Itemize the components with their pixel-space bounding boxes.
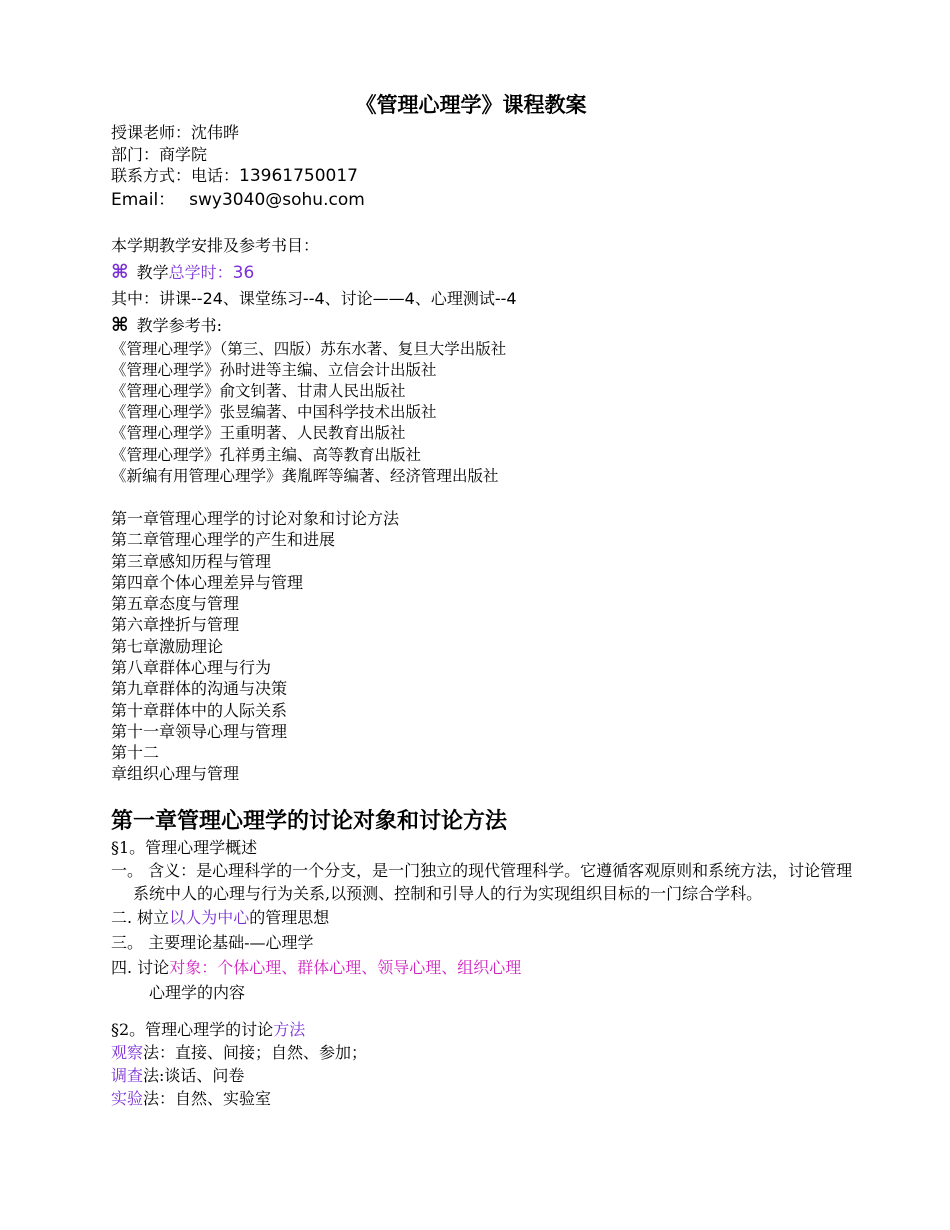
point-two-highlight: 以人为中心 [169, 907, 250, 927]
breakdown-rest: --24、课堂练习--4、讨论——4、心理测试--4 [191, 288, 517, 308]
hours-breakdown-line [111, 286, 841, 312]
reference-item: 《管理心理学》（第三、四版）苏东水著、复旦大学出版社 [111, 339, 507, 358]
point-four-continuation: 心理学的内容 [149, 982, 246, 1002]
reference-item: 《管理心理学》王重明著、人民教育出版社 [111, 424, 406, 443]
contact-line [111, 165, 841, 188]
chapter-item: 第七章激励理论 [111, 636, 224, 656]
section-one-heading: §1。管理心理学概述 [111, 837, 258, 857]
chapter-list [111, 508, 841, 785]
document-page [111, 88, 853, 1110]
department-line: 部门：商学院 [111, 144, 208, 164]
method-observation-text: 法：直接、间接；自然、参加； [143, 1042, 368, 1062]
chapter-item: 第十章群体中的人际关系 [111, 700, 288, 720]
point-two [111, 905, 841, 930]
chapter-item: 第一章管理心理学的讨论对象和讨论方法 [111, 508, 400, 528]
reference-item: 《管理心理学》孔祥勇主编、高等教育出版社 [111, 445, 422, 464]
method-survey [111, 1064, 841, 1087]
email-line [111, 188, 841, 212]
chapter-item: 第十一章领导心理与管理 [111, 721, 288, 741]
chapter-item: 第三章感知历程与管理 [111, 551, 272, 571]
method-survey-highlight: 调查 [111, 1065, 144, 1085]
method-experiment-text: 法：自然、实验室 [143, 1088, 272, 1108]
breakdown-prefix: 其中：讲课 [111, 288, 192, 308]
command-icon: ⌘ [111, 313, 129, 336]
method-experiment [111, 1087, 841, 1110]
point-four-prefix: 四. 讨论 [111, 957, 170, 977]
method-observation-highlight: 观察 [111, 1042, 144, 1062]
schedule-heading: 本学期教学安排及参考书目： [111, 235, 320, 255]
point-four [111, 955, 841, 980]
point-two-prefix: 二. 树立 [111, 907, 170, 927]
method-experiment-highlight: 实验 [111, 1088, 144, 1108]
method-observation [111, 1041, 841, 1064]
chapter-item: 第五章态度与管理 [111, 594, 240, 614]
hours-label: 总学时： [168, 262, 233, 282]
reference-item: 《新编有用管理心理学》龚胤晖等编著、经济管理出版社 [111, 466, 499, 485]
method-survey-text: 法:谈话、问卷 [143, 1065, 245, 1085]
email-address[interactable]: swy3040@sohu.com [189, 189, 365, 210]
chapter-item: 第十二 [111, 743, 160, 763]
hours-value: 36 [232, 262, 255, 283]
hours-prefix: 教学 [136, 262, 169, 282]
reference-item: 《管理心理学》张昱编著、中国科学技术出版社 [111, 403, 437, 422]
chapter-item: 章组织心理与管理 [111, 764, 240, 784]
reference-item: 《管理心理学》孙时进等主编、立信会计出版社 [111, 360, 437, 379]
section-two-highlight: 方法 [273, 1019, 306, 1039]
reference-list [111, 339, 841, 487]
reference-item: 《管理心理学》俞文钊著、甘肃人民出版社 [111, 381, 406, 400]
references-label: 教学参考书: [136, 315, 223, 335]
chapter-item: 第九章群体的沟通与决策 [111, 679, 288, 699]
chapter-item: 第四章个体心理差异与管理 [111, 572, 304, 592]
definition-paragraph: 一。 含义：是心理科学的一个分支，是一门独立的现代管理科学。它遵循客观原则和系统方法，讨论管理系统中人的心理与行为关系,以预测、控制和引导人的行为实现组织目标的一门综合学科。 [111, 860, 853, 903]
command-icon: ⌘ [111, 260, 129, 283]
section-two-heading [111, 1019, 841, 1041]
section-two-prefix: §2。管理心理学的讨论 [111, 1019, 274, 1039]
chapter-item: 第二章管理心理学的产生和进展 [111, 530, 336, 550]
email-label: Email： [111, 189, 176, 210]
teacher-line: 授课老师：沈伟晔 [111, 123, 240, 142]
chapter-item: 第六章挫折与管理 [111, 615, 240, 635]
point-four-highlight: 对象：个体心理、群体心理、领导心理、组织心理 [169, 957, 522, 977]
chapter-one-heading: 第一章管理心理学的讨论对象和讨论方法 [111, 808, 508, 834]
total-hours-line [111, 259, 841, 286]
phone-number: 13961750017 [239, 166, 358, 186]
contact-label: 联系方式：电话： [111, 166, 240, 185]
document-title: 《管理心理学》课程教案 [355, 93, 587, 117]
point-two-suffix: 的管理思想 [249, 907, 330, 927]
chapter-item: 第八章群体心理与行为 [111, 658, 272, 677]
references-label-line [111, 312, 841, 339]
point-three: 三。 主要理论基础-—心理学 [111, 932, 314, 952]
